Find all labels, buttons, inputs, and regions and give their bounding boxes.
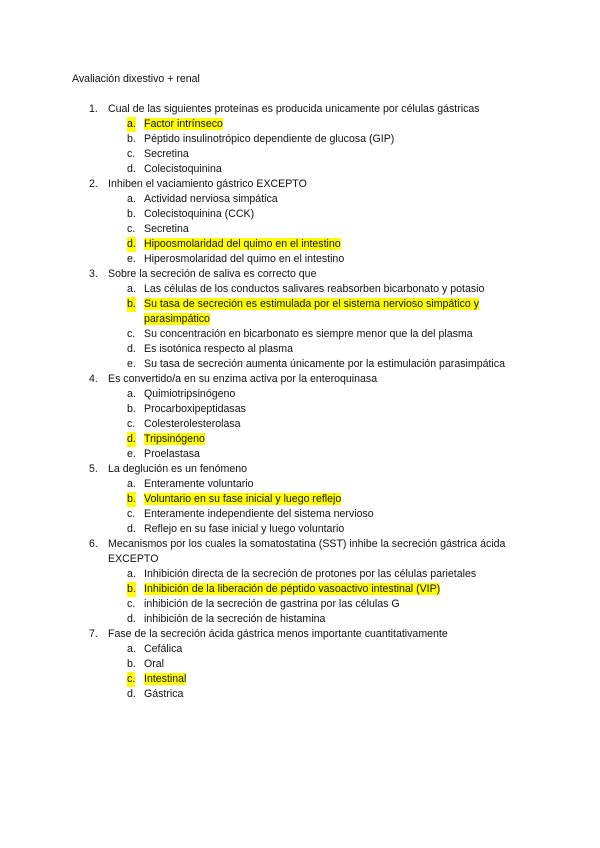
answer-option	[0, 162, 534, 177]
option-text: Actividad nerviosa simpática	[144, 193, 278, 205]
option-letter: b.	[127, 208, 136, 220]
option-letter: a.	[127, 388, 136, 400]
option-text: Enteramente voluntario	[144, 478, 254, 490]
option-letter: a.	[127, 478, 136, 490]
question-item	[0, 537, 600, 627]
answer-option	[0, 522, 534, 537]
answer-option	[0, 612, 534, 627]
option-letter: d.	[127, 688, 136, 700]
question-number: 2.	[89, 178, 98, 190]
option-letter: b.	[127, 298, 136, 310]
question-text: La deglución es un fenómeno	[108, 463, 248, 475]
question-item	[0, 627, 600, 702]
question-text: Cual de las siguientes proteínas es producida unicamente por células gástricas	[108, 103, 480, 115]
option-letter: c.	[127, 148, 136, 160]
question-item	[0, 177, 600, 267]
question-text: Inhiben el vaciamiento gástrico EXCEPTO	[108, 178, 307, 190]
answer-option	[0, 297, 534, 327]
option-letter: b.	[127, 403, 136, 415]
question-text: Mecanismos por los cuales la somatostatina (SST) inhibe la secreción gástrica ácida EXCEPTO	[108, 538, 506, 565]
option-letter: a.	[127, 193, 136, 205]
answer-option	[0, 447, 534, 462]
option-text: Gástrica	[144, 688, 184, 700]
question-line	[0, 462, 528, 477]
option-letter: d.	[127, 523, 136, 535]
answer-option	[0, 282, 534, 297]
question-number: 6.	[89, 538, 98, 550]
question-number: 7.	[89, 628, 98, 640]
option-letter: b.	[127, 658, 136, 670]
answer-option	[0, 597, 534, 612]
highlighted-answer-text: Factor intrínseco	[144, 118, 223, 130]
highlighted-answer-text: Intestinal	[144, 673, 187, 685]
answer-option	[0, 192, 534, 207]
answer-option	[0, 417, 534, 432]
answer-option	[0, 252, 534, 267]
option-letter: a.	[127, 118, 136, 130]
highlighted-answer-text: Inhibición de la liberación de péptido vasoactivo intestinal (VIP)	[144, 583, 441, 595]
question-number: 1.	[89, 103, 98, 115]
question-text: Sobre la secreción de saliva es correcto que	[108, 268, 317, 280]
option-letter: a.	[127, 568, 136, 580]
option-letter: d.	[127, 343, 136, 355]
answer-option	[0, 642, 534, 657]
option-text: Colesterolesterolasa	[144, 418, 241, 430]
answer-option	[0, 477, 534, 492]
option-letter: a.	[127, 283, 136, 295]
question-line	[0, 627, 528, 642]
highlighted-answer-text: Tripsinógeno	[144, 433, 205, 445]
highlighted-answer-text: Hipoosmolaridad del quimo en el intestino	[144, 238, 341, 250]
option-text: Su concentración en bicarbonato es siempre menor que la del plasma	[144, 328, 473, 340]
answer-option	[0, 657, 534, 672]
answer-option	[0, 582, 534, 597]
answer-option	[0, 402, 534, 417]
question-item	[0, 102, 600, 177]
option-text: inhibición de la secreción de gastrina por las células G	[144, 598, 400, 610]
answer-option	[0, 387, 534, 402]
option-letter: c.	[127, 598, 136, 610]
option-text: Oral	[144, 658, 165, 670]
answer-option	[0, 117, 534, 132]
option-letter: c.	[127, 673, 136, 685]
question-line	[0, 372, 528, 387]
highlighted-answer-text: Voluntario en su fase inicial y luego reflejo	[144, 493, 342, 505]
option-text: Inhibición directa de la secreción de protones por las células parietales	[144, 568, 477, 580]
option-text: Es isotónica respecto al plasma	[144, 343, 293, 355]
question-line	[0, 102, 528, 117]
answer-option	[0, 147, 534, 162]
answer-option	[0, 567, 534, 582]
answer-option	[0, 357, 534, 372]
question-item	[0, 372, 600, 462]
question-line	[0, 267, 528, 282]
option-letter: c.	[127, 508, 136, 520]
answer-option	[0, 672, 534, 687]
option-letter: d.	[127, 163, 136, 175]
question-text: Fase de la secreción ácida gástrica menos importante cuantitativamente	[108, 628, 448, 640]
option-text: Quimiotripsinógeno	[144, 388, 236, 400]
option-text: Procarboxipeptidasas	[144, 403, 246, 415]
question-text: Es convertido/a en su enzima activa por la enteroquinasa	[108, 373, 378, 385]
option-letter: c.	[127, 418, 136, 430]
option-letter: b.	[127, 133, 136, 145]
answer-option	[0, 237, 534, 252]
option-letter: e.	[127, 358, 136, 370]
option-letter: b.	[127, 493, 136, 505]
question-item	[0, 462, 600, 537]
option-text: Reflejo en su fase inicial y luego voluntario	[144, 523, 345, 535]
option-text: inhibición de la secreción de histamina	[144, 613, 326, 625]
option-letter: e.	[127, 253, 136, 265]
answer-option	[0, 207, 534, 222]
option-letter: e.	[127, 448, 136, 460]
option-text: Las células de los conductos salivares reabsorben bicarbonato y potasio	[144, 283, 485, 295]
option-text: Colecistoquinina	[144, 163, 222, 175]
option-text: Colecistoquinina (CCK)	[144, 208, 255, 220]
answer-option	[0, 327, 534, 342]
answer-option	[0, 222, 534, 237]
highlighted-answer-text: Su tasa de secreción es estimulada por el sistema nervioso simpático y parasimpático	[144, 298, 480, 325]
question-list	[0, 102, 600, 702]
question-number: 3.	[89, 268, 98, 280]
option-letter: c.	[127, 328, 136, 340]
answer-option	[0, 342, 534, 357]
option-letter: d.	[127, 433, 136, 445]
answer-option	[0, 507, 534, 522]
option-letter: d.	[127, 238, 136, 250]
answer-option	[0, 132, 534, 147]
option-letter: d.	[127, 613, 136, 625]
question-number: 5.	[89, 463, 98, 475]
question-line	[0, 537, 528, 567]
answer-option	[0, 687, 534, 702]
option-letter: c.	[127, 223, 136, 235]
document-title: Avaliación dixestivo + renal	[72, 73, 200, 85]
option-text: Secretina	[144, 223, 189, 235]
option-text: Hiperosmolaridad del quimo en el intestino	[144, 253, 345, 265]
option-text: Su tasa de secreción aumenta únicamente por la estimulación parasimpática	[144, 358, 505, 370]
answer-option	[0, 492, 534, 507]
question-line	[0, 177, 528, 192]
option-text: Enteramente independiente del sistema nervioso	[144, 508, 374, 520]
option-text: Cefálica	[144, 643, 183, 655]
option-text: Proelastasa	[144, 448, 200, 460]
option-text: Secretina	[144, 148, 189, 160]
answer-option	[0, 432, 534, 447]
option-letter: b.	[127, 583, 136, 595]
question-item	[0, 267, 600, 372]
option-letter: a.	[127, 643, 136, 655]
option-text: Péptido insulinotrópico dependiente de glucosa (GIP)	[144, 133, 395, 145]
question-number: 4.	[89, 373, 98, 385]
